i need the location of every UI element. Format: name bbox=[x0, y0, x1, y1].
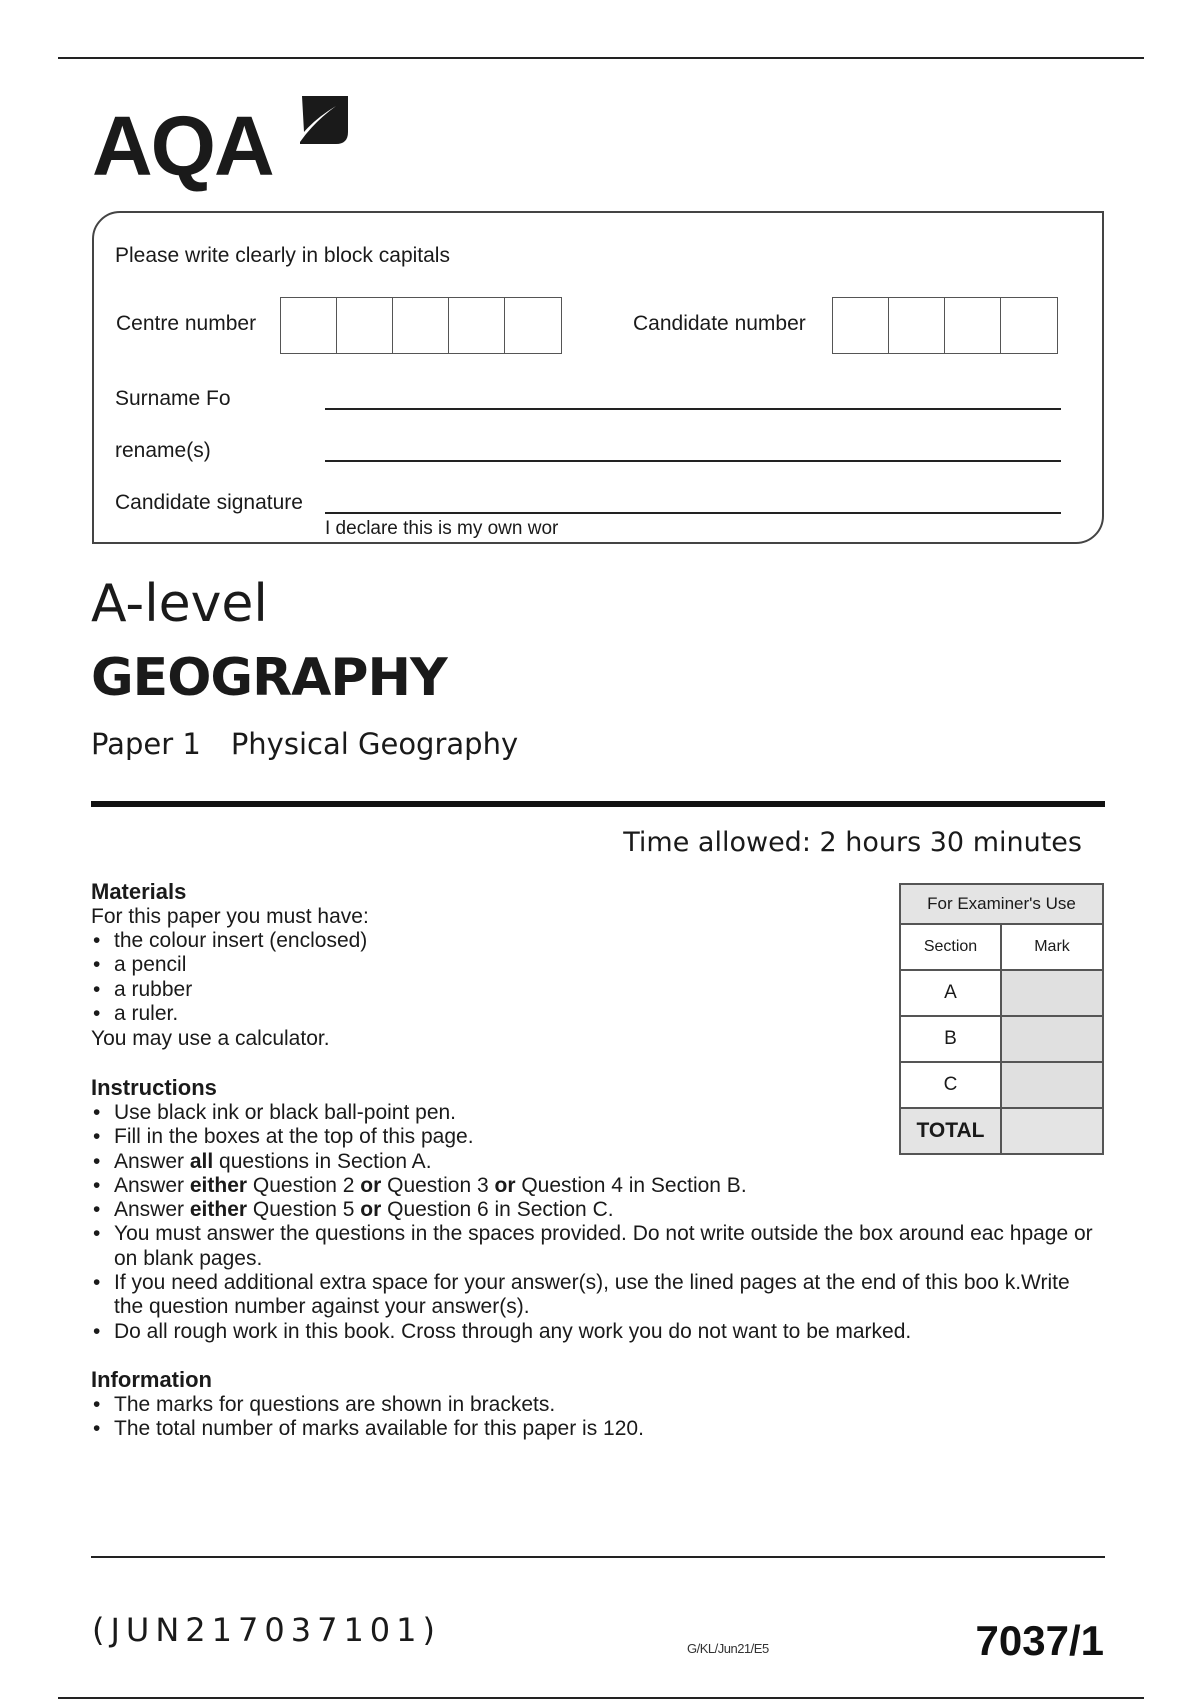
candidate-details-box bbox=[92, 211, 1104, 544]
table-row-label: B bbox=[900, 1016, 1001, 1062]
subject-title: GEOGRAPHY bbox=[91, 648, 447, 708]
candidate-number-boxes[interactable] bbox=[832, 297, 1058, 354]
leaf-icon bbox=[296, 92, 352, 148]
list-item: • Answer either Question 5 or Question 6 in Section C. bbox=[91, 1198, 1101, 1222]
digit-box[interactable] bbox=[337, 298, 393, 353]
paper-code: 7037/1 bbox=[975, 1617, 1104, 1664]
table-row-label: C bbox=[900, 1062, 1001, 1108]
signature-line[interactable] bbox=[325, 512, 1061, 514]
centre-number-boxes[interactable] bbox=[280, 297, 562, 354]
list-item: • Do all rough work in this book. Cross through any work you do not want to be marked. bbox=[91, 1320, 1101, 1344]
paper-line bbox=[91, 727, 518, 761]
digit-box[interactable] bbox=[833, 298, 889, 353]
surname-label: Surname Fo bbox=[115, 387, 231, 410]
examiner-table-title: For Examiner's Use bbox=[900, 884, 1103, 924]
table-row-label: A bbox=[900, 970, 1001, 1016]
aqa-logo bbox=[92, 92, 362, 193]
candidate-number-label: Candidate number bbox=[633, 312, 806, 335]
information-heading: Information bbox=[91, 1367, 212, 1392]
instructions-heading: Instructions bbox=[91, 1075, 217, 1100]
centre-number-label: Centre number bbox=[116, 312, 257, 335]
list-item: • The total number of marks available for this paper is 120. bbox=[91, 1417, 1101, 1441]
document-reference: G/KL/Jun21/E5 bbox=[687, 1641, 769, 1656]
information-list bbox=[91, 1393, 1101, 1442]
mark-cell bbox=[1001, 1016, 1103, 1062]
digit-box[interactable] bbox=[281, 298, 337, 353]
time-allowed: Time allowed: 2 hours 30 minutes bbox=[623, 827, 1082, 858]
list-item: • Answer all questions in Section A. bbox=[91, 1150, 1101, 1174]
list-item: • a pencil bbox=[91, 953, 1101, 977]
digit-box[interactable] bbox=[393, 298, 449, 353]
forename-line[interactable] bbox=[325, 460, 1061, 462]
section-column-header: Section bbox=[900, 924, 1001, 970]
forename-label: rename(s) bbox=[115, 439, 211, 462]
bottom-rule bbox=[58, 1697, 1144, 1699]
digit-box[interactable] bbox=[945, 298, 1001, 353]
list-item: • Fill in the boxes at the top of this page. bbox=[91, 1125, 1101, 1149]
declaration-text: I declare this is my own wor bbox=[325, 518, 559, 539]
mark-cell bbox=[1001, 970, 1103, 1016]
digit-box[interactable] bbox=[505, 298, 561, 353]
materials-note: You may use a calculator. bbox=[91, 1027, 330, 1050]
materials-intro: For this paper you must have: bbox=[91, 905, 369, 928]
logo-text: AQA bbox=[92, 99, 273, 193]
examiner-use-table bbox=[899, 883, 1104, 1155]
total-label: TOTAL bbox=[900, 1108, 1001, 1154]
list-item: • The marks for questions are shown in brackets. bbox=[91, 1393, 1101, 1417]
paper-number: Paper 1 bbox=[91, 727, 201, 761]
list-item: • a rubber bbox=[91, 978, 1101, 1002]
total-mark-cell bbox=[1001, 1108, 1103, 1154]
digit-box[interactable] bbox=[449, 298, 505, 353]
qualification-level: A-level bbox=[91, 574, 268, 634]
signature-label: Candidate signature bbox=[115, 491, 303, 514]
list-item: • You must answer the questions in the spaces provided. Do not write outside the box around eac hpage or on blank pages. bbox=[91, 1222, 1101, 1271]
footer-divider bbox=[91, 1556, 1105, 1558]
list-item: • a ruler. bbox=[91, 1002, 1101, 1026]
digit-box[interactable] bbox=[889, 298, 945, 353]
list-item: • If you need additional extra space for your answer(s), use the lined pages at the end of this boo k.Write the question number against your answer(s). bbox=[91, 1271, 1101, 1320]
block-capitals-instruction: Please write clearly in block capitals bbox=[115, 244, 450, 267]
barcode-text: (JUN217037101) bbox=[92, 1611, 441, 1649]
digit-box[interactable] bbox=[1001, 298, 1057, 353]
mark-cell bbox=[1001, 1062, 1103, 1108]
paper-title: Physical Geography bbox=[230, 727, 519, 761]
surname-line[interactable] bbox=[325, 408, 1061, 410]
list-item: • Use black ink or black ball-point pen. bbox=[91, 1101, 1101, 1125]
top-rule bbox=[58, 57, 1144, 59]
materials-heading: Materials bbox=[91, 879, 187, 904]
list-item: • Answer either Question 2 or Question 3 or Question 4 in Section B. bbox=[91, 1174, 1101, 1198]
mark-column-header: Mark bbox=[1001, 924, 1103, 970]
header-divider bbox=[91, 801, 1105, 807]
list-item: • the colour insert (enclosed) bbox=[91, 929, 1101, 953]
